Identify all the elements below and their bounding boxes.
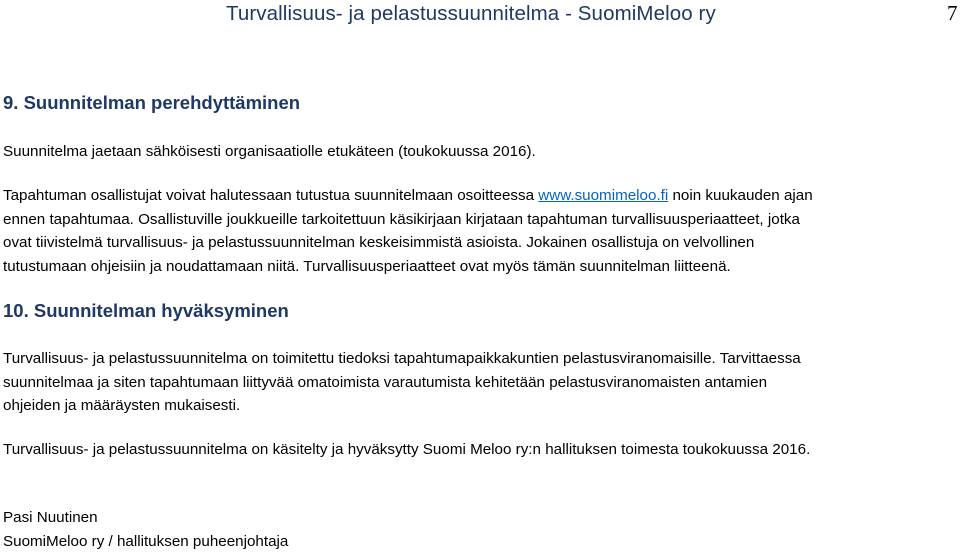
paragraph-line: ennen tapahtumaa. Osallistuville joukkueille tarkoitettuun käsikirjaan kirjataan tapahtuman turvallisuusperiaatteet, jotka (3, 208, 813, 232)
text-segment: noin kuukauden ajan (668, 187, 812, 204)
signature-name: Pasi Nuutinen (3, 506, 288, 530)
section-9-heading: 9. Suunnitelman perehdyttäminen (3, 92, 300, 114)
website-link[interactable]: www.suomimeloo.fi (538, 187, 668, 204)
paragraph-line: ovat tiivistelmä turvallisuus- ja pelastussuunnitelman keskeisimmistä asioista. Jokainen osallistuja on velvollinen (3, 231, 813, 255)
page-header (0, 0, 960, 30)
signature-block (3, 506, 288, 553)
paragraph-line: Turvallisuus- ja pelastussuunnitelma on toimitettu tiedoksi tapahtumapaikkakuntien pelastusviranomaisille. Tarvittaessa (3, 347, 801, 371)
signature-title: SuomiMeloo ry / hallituksen puheenjohtaja (3, 530, 288, 553)
paragraph-line (3, 184, 813, 208)
paragraph-line: ohjeiden ja määräysten mukaisesti. (3, 394, 801, 418)
paragraph-line: suunnitelmaa ja siten tapahtumaan liittyvää omatoimista varautumista kehitetään pelastusviranomaisten antamien (3, 371, 801, 395)
text-segment: Tapahtuman osallistujat voivat halutessaan tutustua suunnitelmaan osoitteessa (3, 187, 538, 204)
page-number: 7 (947, 1, 958, 26)
header-title: Turvallisuus- ja pelastussuunnitelma - SuomiMeloo ry (226, 2, 716, 26)
section-10-heading: 10. Suunnitelman hyväksyminen (3, 300, 289, 322)
section-9-paragraph-2 (3, 184, 813, 278)
section-10-paragraph-2: Turvallisuus- ja pelastussuunnitelma on käsitelty ja hyväksytty Suomi Meloo ry:n hallituksen toimesta toukokuussa 2016. (3, 438, 810, 462)
paragraph-line: tutustumaan ohjeisiin ja noudattamaan niitä. Turvallisuusperiaatteet ovat myös tämän suunnitelman liitteenä. (3, 255, 813, 279)
section-9-paragraph-1: Suunnitelma jaetaan sähköisesti organisaatiolle etukäteen (toukokuussa 2016). (3, 140, 536, 164)
section-10-paragraph-1 (3, 347, 801, 418)
